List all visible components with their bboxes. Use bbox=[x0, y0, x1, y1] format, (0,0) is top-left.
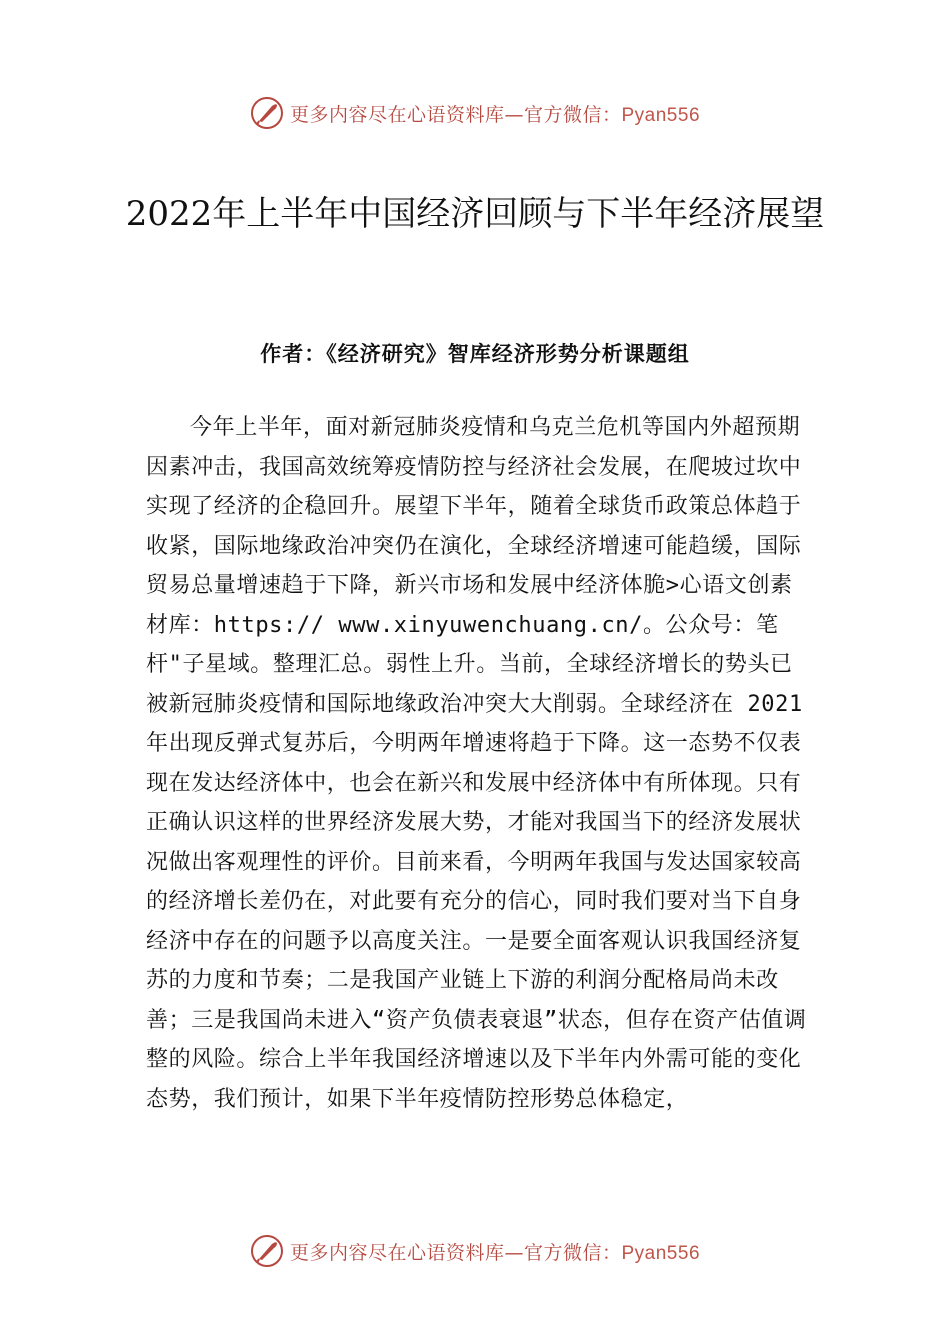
watermark-text: 更多内容尽在心语资料库—官方微信：Pyan556 bbox=[289, 103, 701, 126]
header-watermark bbox=[0, 96, 950, 130]
watermark-text: 更多内容尽在心语资料库—官方微信：Pyan556 bbox=[289, 1241, 701, 1264]
quill-pen-logo-icon bbox=[250, 96, 284, 130]
body-paragraph: 今年上半年，面对新冠肺炎疫情和乌克兰危机等国内外超预期因素冲击，我国高效统筹疫情防控与经济社会发展，在爬坡过坎中实现了经济的企稳回升。展望下半年，随着全球货币政策总体趋于收紧，国际地缘政治冲突仍在演化，全球经济增速可能趋缓，国际贸易总量增速趋于下降，新兴市场和发展中经济体脆>心语文创素材库：https:// www.xinyuwenchuang.cn/。公众号：笔杆"子星域。整理汇总。弱性上升。当前，全球经济增长的势头已被新冠肺炎疫情和国际地缘政治冲突大大削弱。全球经济在 2021 年出现反弹式复苏后，今明两年增速将趋于下降。这一态势不仅表现在发达经济体中，也会在新兴和发展中经济体中有所体现。只有正确认识这样的世界经济发展大势，才能对我国当下的经济发展状况做出客观理性的评价。目前来看，今明两年我国与发达国家较高的经济增长差仍在，对此要有充分的信心，同时我们要对当下自身经济中存在的问题予以高度关注。一是要全面客观认识我国经济复苏的力度和节奏；二是我国产业链上下游的利润分配格局尚未改善；三是我国尚未进入“资产负债表衰退”状态，但存在资产估值调整的风险。综合上半年我国经济增速以及下半年内外需可能的变化态势，我们预计，如果下半年疫情防控形势总体稳定， bbox=[146, 415, 807, 1112]
document-author: 作者：《经济研究》智库经济形势分析课题组 bbox=[260, 342, 690, 366]
document-title: 2022年上半年中国经济回顾与下半年经济展望 bbox=[125, 194, 825, 234]
footer-watermark bbox=[0, 1234, 950, 1268]
watermark-wechat-id: Pyan556 bbox=[621, 1242, 701, 1264]
watermark-wechat-id: Pyan556 bbox=[621, 104, 701, 126]
quill-pen-logo-icon bbox=[250, 1234, 284, 1268]
